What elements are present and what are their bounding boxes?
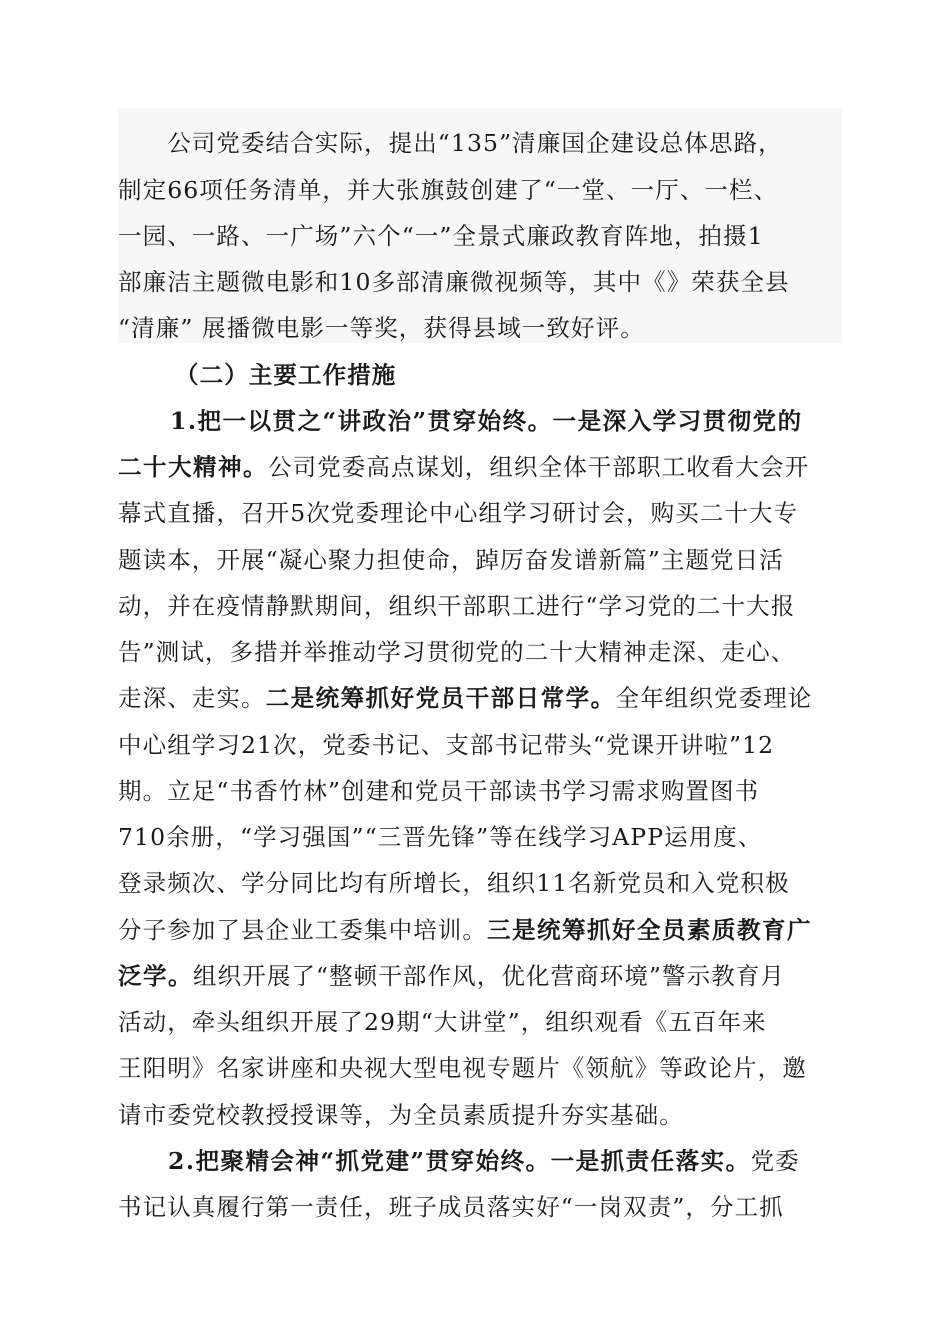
- para1-text: 组织开展了“整顿干部作风，优化营商环境”警示教育月: [193, 962, 786, 990]
- para1-line-6: 告”测试，多措并举推动学习贯彻党的二十大精神走深、走心、: [118, 638, 796, 666]
- para1-line-4: 题读本，开展“凝心聚力担使命，踔厉奋发谱新篇”主题党日活: [118, 546, 784, 574]
- para1-line-12: [118, 915, 858, 945]
- para1-line-16: 请市委党校教授授课等，为全员素质提升夯实基础。: [118, 1101, 684, 1129]
- para1-line-14: 活动，牵头组织开展了29期“大讲堂”，组织观看《五百年来: [118, 1008, 767, 1036]
- para1-bold-phrase: 二十大精神。: [118, 453, 268, 481]
- para1-text: 全年组织党委理论: [615, 684, 813, 712]
- para1-line-13: [118, 961, 858, 991]
- para1-bold-phrase: 三是统筹抓好全员素质教育广: [487, 916, 812, 944]
- para2-lead-bold: 2.把聚精会神“抓党建”贯穿始终。一是抓责任落实。: [118, 1147, 751, 1175]
- para2-line-1: [118, 1146, 858, 1176]
- para1-line-11: 登录频次、学分同比均有所增长，组织11名新党员和入党积极: [118, 869, 790, 897]
- para1-line-9: 期。立足“书香竹林”创建和党员干部读书学习需求购置图书: [118, 777, 760, 805]
- intro-line-5: “清廉” 展播微电影一等奖，获得县域一致好评。: [118, 314, 645, 342]
- para1-text: 分子参加了县企业工委集中培训。: [118, 916, 487, 944]
- para2-text: 党委: [750, 1147, 800, 1175]
- intro-line-3: 一园、一路、一广场”六个“一”全景式廉政教育阵地，拍摄1: [118, 222, 764, 250]
- para1-lead-bold: 1.把一以贯之“讲政治”贯穿始终。一是深入学习贯彻党的: [170, 407, 803, 435]
- para1-text: 走深、走实。: [118, 684, 266, 712]
- para1-line-2: [118, 452, 858, 482]
- para1-line-8: 中心组学习21次，党委书记、支部书记带头“党课开讲啦”12: [118, 731, 775, 759]
- para1-line-1: [170, 406, 910, 436]
- para1-line-15: 王阳明》名家讲座和央视大型电视专题片《领航》等政论片，邀: [118, 1054, 807, 1082]
- para1-line-10: 710余册，“学习强国”“三晋先锋”等在线学习APP运用度、: [118, 823, 763, 851]
- para1-bold-phrase: 泛学。: [118, 962, 193, 990]
- para2-line-2: 书记认真履行第一责任，班子成员落实好“一岗双责”，分工抓: [118, 1193, 784, 1221]
- section-heading: （二）主要工作措施: [175, 361, 397, 389]
- para1-line-5: 动，并在疫情静默期间，组织干部职工进行“学习党的二十大报: [118, 592, 796, 620]
- para1-bold-phrase: 二是统筹抓好党员干部日常学。: [265, 684, 616, 712]
- intro-line-1: 公司党委结合实际，提出“135”清廉国企建设总体思路，: [118, 129, 783, 157]
- para1-line-7: [118, 683, 858, 713]
- para1-text: 公司党委高点谋划，组织全体干部职工收看大会开: [268, 453, 810, 481]
- intro-line-2: 制定66项任务清单，并大张旗鼓创建了“一堂、一厅、一栏、: [118, 176, 779, 204]
- intro-line-4: 部廉洁主题微电影和10多部清廉微视频等，其中《》荣获全县: [118, 268, 790, 296]
- para1-line-3: 幕式直播，召开5次党委理论中心组学习研讨会，购买二十大专: [118, 499, 799, 527]
